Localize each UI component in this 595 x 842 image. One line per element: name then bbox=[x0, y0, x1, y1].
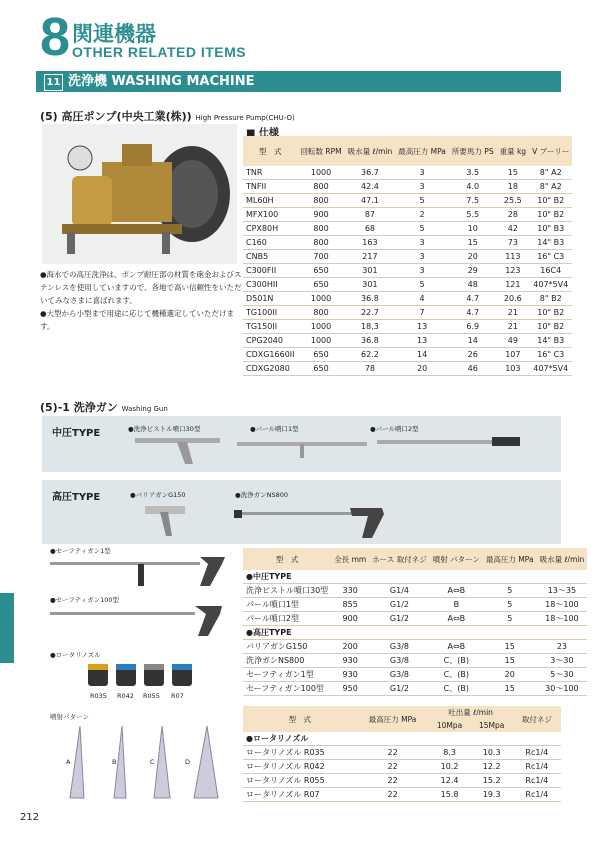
table-cell: 855 bbox=[331, 598, 369, 612]
table-cell: 800 bbox=[298, 194, 345, 208]
table-cell: 7 bbox=[395, 306, 449, 320]
table-cell: TNFII bbox=[243, 180, 298, 194]
table-cell: G3/8 bbox=[369, 640, 430, 654]
table-cell: 121 bbox=[497, 278, 530, 292]
pump-heading-jp: (5) 高圧ポンプ(中央工業(株)) bbox=[40, 110, 192, 123]
table-cell: パール噴口1型 bbox=[243, 598, 331, 612]
table-cell: 23 bbox=[537, 640, 588, 654]
table-cell: 8" B2 bbox=[529, 292, 572, 306]
table-cell: C、(B) bbox=[430, 682, 483, 696]
table-row bbox=[243, 278, 572, 292]
table-cell: 15 bbox=[483, 640, 537, 654]
pump-notes bbox=[40, 268, 245, 333]
table-cell: 18〜100 bbox=[537, 612, 588, 626]
col-pressure: 最高圧力 MPa bbox=[368, 714, 417, 724]
table-cell: ●ロータリノズル bbox=[243, 732, 561, 746]
table-cell: 12.4 bbox=[429, 774, 471, 788]
table-cell: 3 bbox=[395, 250, 449, 264]
table-cell: 14 bbox=[449, 334, 497, 348]
table-cell: 15 bbox=[483, 682, 537, 696]
col-hose: ホース 取付ネジ bbox=[372, 554, 427, 564]
table-cell: 10" B2 bbox=[529, 306, 572, 320]
table-cell: Rc1/4 bbox=[513, 774, 561, 788]
table-cell: 78 bbox=[345, 362, 396, 376]
table-cell: C160 bbox=[243, 236, 298, 250]
table-cell: 163 bbox=[345, 236, 396, 250]
table-cell: 10" B2 bbox=[529, 208, 572, 222]
table-row bbox=[243, 584, 587, 598]
table-cell: Rc1/4 bbox=[513, 746, 561, 760]
table-cell: 650 bbox=[298, 362, 345, 376]
table-row bbox=[243, 348, 572, 362]
table-cell: G1/2 bbox=[369, 598, 430, 612]
table-cell: 36.8 bbox=[345, 334, 396, 348]
pearl-nozzle-2-image bbox=[372, 432, 522, 456]
table-cell: 36.7 bbox=[345, 166, 396, 180]
table-cell: G1/2 bbox=[369, 612, 430, 626]
spray-letter: D bbox=[185, 758, 191, 766]
table-cell: 5 bbox=[483, 612, 537, 626]
table-cell: 87 bbox=[345, 208, 396, 222]
high-item-caption: ●洗浄ガンNS800 bbox=[235, 491, 289, 499]
table-row bbox=[243, 774, 561, 788]
table-cell: 800 bbox=[298, 180, 345, 194]
table-cell: 330 bbox=[331, 584, 369, 598]
table-cell: ロータリノズル R055 bbox=[243, 774, 357, 788]
table-cell: ロータリノズル R07 bbox=[243, 788, 357, 802]
pearl-nozzle-1-image bbox=[232, 432, 372, 462]
table-cell: 26 bbox=[449, 348, 497, 362]
table-cell: 800 bbox=[298, 306, 345, 320]
table-cell: 930 bbox=[331, 654, 369, 668]
table-cell: 800 bbox=[298, 222, 345, 236]
mid-item-caption: ●洗浄ピストル噴口30型 bbox=[128, 425, 201, 433]
table-cell: 107 bbox=[497, 348, 530, 362]
table-cell: 20.6 bbox=[497, 292, 530, 306]
pump-heading bbox=[40, 108, 295, 124]
table-cell: 73 bbox=[497, 236, 530, 250]
table-row bbox=[243, 180, 572, 194]
table-cell: 5.5 bbox=[449, 208, 497, 222]
table-cell: 113 bbox=[497, 250, 530, 264]
table-cell: MFX100 bbox=[243, 208, 298, 222]
table-cell: CDXG1660II bbox=[243, 348, 298, 362]
table-cell: 19.3 bbox=[471, 788, 513, 802]
rotary-nozzle-table bbox=[243, 706, 561, 802]
table-cell: 29 bbox=[449, 264, 497, 278]
table-cell: 42 bbox=[497, 222, 530, 236]
table-cell: 5 bbox=[395, 222, 449, 236]
table-cell: 301 bbox=[345, 278, 396, 292]
safety-gun-1-image bbox=[50, 552, 230, 588]
table-row bbox=[243, 598, 587, 612]
side-tab bbox=[0, 593, 14, 663]
table-cell: 3 bbox=[395, 166, 449, 180]
spec-label: ■ 仕様 bbox=[246, 128, 279, 139]
gun-heading-en: Washing Gun bbox=[121, 405, 168, 413]
col-flow: 吸水量 ℓ/min bbox=[347, 146, 393, 156]
chapter-number: 8 bbox=[40, 7, 71, 67]
nozzle-label: R035 bbox=[90, 692, 107, 700]
table-cell: 217 bbox=[345, 250, 396, 264]
gun-heading-jp: (5)-1 洗浄ガン bbox=[40, 401, 118, 414]
table-row bbox=[243, 640, 587, 654]
table-cell: 700 bbox=[298, 250, 345, 264]
table-cell: D501N bbox=[243, 292, 298, 306]
group-row bbox=[243, 626, 587, 640]
group-row bbox=[243, 570, 587, 584]
table-cell: CNB5 bbox=[243, 250, 298, 264]
table-cell: 18 bbox=[497, 180, 530, 194]
table-cell: 30〜100 bbox=[537, 682, 588, 696]
section-number: 11 bbox=[44, 74, 63, 91]
table-cell: セーフティガン100型 bbox=[243, 682, 331, 696]
table-cell: 10" B2 bbox=[529, 194, 572, 208]
table-cell: 10" B3 bbox=[529, 222, 572, 236]
table-cell: 1000 bbox=[298, 334, 345, 348]
col-length: 全長 mm bbox=[334, 554, 367, 564]
table-cell: 21 bbox=[497, 320, 530, 334]
table-cell: 3.5 bbox=[449, 166, 497, 180]
table-cell: 42.4 bbox=[345, 180, 396, 194]
table-cell: 650 bbox=[298, 348, 345, 362]
col-thread: 取付ネジ bbox=[521, 714, 552, 724]
table-cell: 407*5V4 bbox=[529, 278, 572, 292]
group-row bbox=[243, 732, 561, 746]
table-cell: 46 bbox=[449, 362, 497, 376]
col-model: 型 式 bbox=[288, 714, 312, 724]
table-cell: 200 bbox=[331, 640, 369, 654]
table-row bbox=[243, 166, 572, 180]
table-cell: 650 bbox=[298, 278, 345, 292]
table-cell: 15.2 bbox=[471, 774, 513, 788]
table-row bbox=[243, 236, 572, 250]
high-type-label: 高圧TYPE bbox=[52, 492, 101, 503]
table-cell: C300HII bbox=[243, 278, 298, 292]
col-flow-10: 10Mpa bbox=[436, 721, 463, 730]
table-cell: ロータリノズル R042 bbox=[243, 760, 357, 774]
spray-letter: C bbox=[150, 758, 155, 766]
table-cell: C300FII bbox=[243, 264, 298, 278]
table-cell: 407*5V4 bbox=[529, 362, 572, 376]
table-cell: G1/2 bbox=[369, 682, 430, 696]
table-cell: 10.2 bbox=[429, 760, 471, 774]
table-cell: 22 bbox=[357, 788, 429, 802]
table-cell: 48 bbox=[449, 278, 497, 292]
table-cell: 650 bbox=[298, 264, 345, 278]
table-cell: 14 bbox=[395, 348, 449, 362]
table-cell: 13〜35 bbox=[537, 584, 588, 598]
chapter-title-en: OTHER RELATED ITEMS bbox=[72, 44, 247, 60]
table-row bbox=[243, 250, 572, 264]
pump-note: ●海水での高圧洗浄は、ポンプ耐圧部の材質を砲金およびステンレスを使用していますので、各地で高い信頼性をいただいてみなさまに喜ばれます。 bbox=[40, 270, 242, 305]
table-cell: 103 bbox=[497, 362, 530, 376]
table-cell: 22.7 bbox=[345, 306, 396, 320]
table-cell: G3/8 bbox=[369, 654, 430, 668]
table-cell: 15 bbox=[483, 654, 537, 668]
table-cell: 25.5 bbox=[497, 194, 530, 208]
table-row bbox=[243, 194, 572, 208]
table-cell: 3 bbox=[395, 236, 449, 250]
table-cell: 洗浄ピストル噴口30型 bbox=[243, 584, 331, 598]
table-row bbox=[243, 362, 572, 376]
mid-item-caption: ●パール噴口2型 bbox=[370, 425, 419, 433]
gun-heading bbox=[40, 399, 168, 415]
table-cell: 4.7 bbox=[449, 306, 497, 320]
spray-letter: B bbox=[112, 758, 117, 766]
col-weight: 重量 kg bbox=[499, 146, 527, 156]
table-cell: 5 bbox=[395, 278, 449, 292]
table-cell: ML60H bbox=[243, 194, 298, 208]
table-cell: 8" A2 bbox=[529, 180, 572, 194]
pump-spec-table bbox=[243, 136, 572, 376]
table-cell: 22 bbox=[357, 746, 429, 760]
table-cell: 13 bbox=[395, 334, 449, 348]
table-cell: 18.3 bbox=[345, 320, 396, 334]
table-cell: 900 bbox=[331, 612, 369, 626]
table-cell: 2 bbox=[395, 208, 449, 222]
table-row bbox=[243, 222, 572, 236]
rotary-table-body bbox=[243, 732, 561, 802]
table-cell: 68 bbox=[345, 222, 396, 236]
table-cell: 4.7 bbox=[449, 292, 497, 306]
table-cell: A⇔B bbox=[430, 612, 483, 626]
barrier-gun-image bbox=[140, 500, 190, 540]
gun-spec-table bbox=[243, 548, 587, 696]
table-cell: 15 bbox=[497, 166, 530, 180]
table-cell: A⇔B bbox=[430, 584, 483, 598]
nozzle-label: R042 bbox=[117, 692, 134, 700]
mid-type-label: 中圧TYPE bbox=[52, 428, 101, 439]
table-cell: ロータリノズル R035 bbox=[243, 746, 357, 760]
col-power: 所要馬力 PS bbox=[451, 146, 494, 156]
table-cell: 8.3 bbox=[429, 746, 471, 760]
table-cell: 950 bbox=[331, 682, 369, 696]
table-cell: 21 bbox=[497, 306, 530, 320]
table-cell: 13 bbox=[395, 320, 449, 334]
table-cell: 15 bbox=[449, 236, 497, 250]
table-cell: G1/4 bbox=[369, 584, 430, 598]
table-cell: TNR bbox=[243, 166, 298, 180]
pump-heading-en: High Pressure Pump(CHU-O) bbox=[195, 114, 295, 122]
table-cell: 5 bbox=[483, 598, 537, 612]
nozzle-label: R07 bbox=[171, 692, 184, 700]
mid-item-caption: ●パール噴口1型 bbox=[250, 425, 299, 433]
spray-letter: A bbox=[66, 758, 71, 766]
spray-pattern-caption: 噴射パターン bbox=[50, 713, 89, 721]
page-number: 212 bbox=[20, 812, 40, 823]
table-cell: 6.9 bbox=[449, 320, 497, 334]
washing-gun-ns800-image bbox=[232, 500, 392, 540]
table-cell: 16C4 bbox=[529, 264, 572, 278]
table-cell: 49 bbox=[497, 334, 530, 348]
table-cell: 10" B2 bbox=[529, 320, 572, 334]
table-cell: 7.5 bbox=[449, 194, 497, 208]
table-cell: 301 bbox=[345, 264, 396, 278]
table-cell: 8" A2 bbox=[529, 166, 572, 180]
rotary-nozzles-image bbox=[86, 660, 196, 688]
table-row bbox=[243, 264, 572, 278]
col-flow-15: 15Mpa bbox=[478, 721, 505, 730]
table-cell: 900 bbox=[298, 208, 345, 222]
table-row bbox=[243, 612, 587, 626]
nozzle-label: R055 bbox=[143, 692, 160, 700]
table-cell: 洗浄ガンNS800 bbox=[243, 654, 331, 668]
table-cell: 3 bbox=[395, 180, 449, 194]
table-cell: 62.2 bbox=[345, 348, 396, 362]
table-cell: 5 bbox=[395, 194, 449, 208]
table-cell: 930 bbox=[331, 668, 369, 682]
table-cell: Rc1/4 bbox=[513, 760, 561, 774]
table-cell: 14" B3 bbox=[529, 236, 572, 250]
pump-table-body bbox=[243, 166, 572, 376]
col-model: 型 式 bbox=[259, 146, 282, 156]
table-row bbox=[243, 292, 572, 306]
table-cell: 5 bbox=[483, 584, 537, 598]
high-item-caption: ●バリアガンG150 bbox=[130, 491, 186, 499]
col-pulley: V プーリー bbox=[532, 146, 570, 156]
table-cell: 3〜30 bbox=[537, 654, 588, 668]
table-cell: 1000 bbox=[298, 320, 345, 334]
table-cell: 1000 bbox=[298, 292, 345, 306]
col-pressure: 最高圧力 MPa bbox=[485, 554, 534, 564]
table-cell: TG150II bbox=[243, 320, 298, 334]
pistol-nozzle-image bbox=[125, 432, 225, 468]
table-cell: 28 bbox=[497, 208, 530, 222]
safety-gun-100-image bbox=[50, 600, 230, 640]
table-row bbox=[243, 760, 561, 774]
table-row bbox=[243, 654, 587, 668]
table-cell: ●高圧TYPE bbox=[243, 626, 587, 640]
col-model: 型 式 bbox=[275, 554, 299, 564]
table-cell: 4 bbox=[395, 292, 449, 306]
table-row bbox=[243, 788, 561, 802]
table-cell: 15.8 bbox=[429, 788, 471, 802]
table-cell: CPX80H bbox=[243, 222, 298, 236]
table-cell: CDXG2080 bbox=[243, 362, 298, 376]
table-row bbox=[243, 334, 572, 348]
table-cell: 22 bbox=[357, 760, 429, 774]
col-flow: 吸水量 ℓ/min bbox=[539, 554, 585, 564]
table-cell: 20 bbox=[395, 362, 449, 376]
table-cell: 16" C3 bbox=[529, 348, 572, 362]
pump-note: ●大型から小型まで用途に応じて機種選定していただけます。 bbox=[40, 309, 235, 331]
table-row bbox=[243, 668, 587, 682]
table-cell: 20 bbox=[483, 668, 537, 682]
table-cell: 5〜30 bbox=[537, 668, 588, 682]
table-row bbox=[243, 682, 587, 696]
table-cell: 12.2 bbox=[471, 760, 513, 774]
safety-gun-100-caption: ●セーフティガン100型 bbox=[50, 596, 119, 604]
table-cell: 10.3 bbox=[471, 746, 513, 760]
safety-gun-1-caption: ●セーフティガン1型 bbox=[50, 547, 111, 555]
chapter-title-jp: 関連機器 bbox=[72, 22, 156, 46]
table-cell: TG100II bbox=[243, 306, 298, 320]
table-cell: 20 bbox=[449, 250, 497, 264]
table-cell: 1000 bbox=[298, 166, 345, 180]
table-cell: 3 bbox=[395, 264, 449, 278]
table-row bbox=[243, 306, 572, 320]
table-row bbox=[243, 320, 572, 334]
table-cell: バリアガンG150 bbox=[243, 640, 331, 654]
rotary-nozzle-caption: ●ロータリノズル bbox=[50, 651, 101, 659]
col-flow: 吐出量 ℓ/min bbox=[448, 708, 493, 717]
table-cell: ●中圧TYPE bbox=[243, 570, 587, 584]
table-cell: 47.1 bbox=[345, 194, 396, 208]
table-cell: CPG2040 bbox=[243, 334, 298, 348]
table-cell: 36.8 bbox=[345, 292, 396, 306]
table-cell: 18〜100 bbox=[537, 598, 588, 612]
section-title: 洗浄機 WASHING MACHINE bbox=[68, 74, 255, 89]
table-cell: B bbox=[430, 598, 483, 612]
col-rpm: 回転数 RPM bbox=[300, 146, 342, 156]
col-pattern: 噴射 パターン bbox=[432, 554, 480, 564]
table-cell: Rc1/4 bbox=[513, 788, 561, 802]
table-cell: 800 bbox=[298, 236, 345, 250]
table-cell: セーフティガン1型 bbox=[243, 668, 331, 682]
table-cell: 22 bbox=[357, 774, 429, 788]
table-cell: A⇔B bbox=[430, 640, 483, 654]
gun-table-body bbox=[243, 570, 587, 696]
table-cell: パール噴口2型 bbox=[243, 612, 331, 626]
col-pressure: 最高圧力 MPa bbox=[398, 146, 446, 156]
table-cell: 14" B3 bbox=[529, 334, 572, 348]
table-cell: G3/8 bbox=[369, 668, 430, 682]
pump-image bbox=[42, 124, 237, 264]
table-cell: 123 bbox=[497, 264, 530, 278]
table-cell: C、(B) bbox=[430, 668, 483, 682]
table-row bbox=[243, 746, 561, 760]
table-cell: 16" C3 bbox=[529, 250, 572, 264]
table-row bbox=[243, 208, 572, 222]
table-cell: 10 bbox=[449, 222, 497, 236]
table-cell: C、(B) bbox=[430, 654, 483, 668]
table-cell: 4.0 bbox=[449, 180, 497, 194]
